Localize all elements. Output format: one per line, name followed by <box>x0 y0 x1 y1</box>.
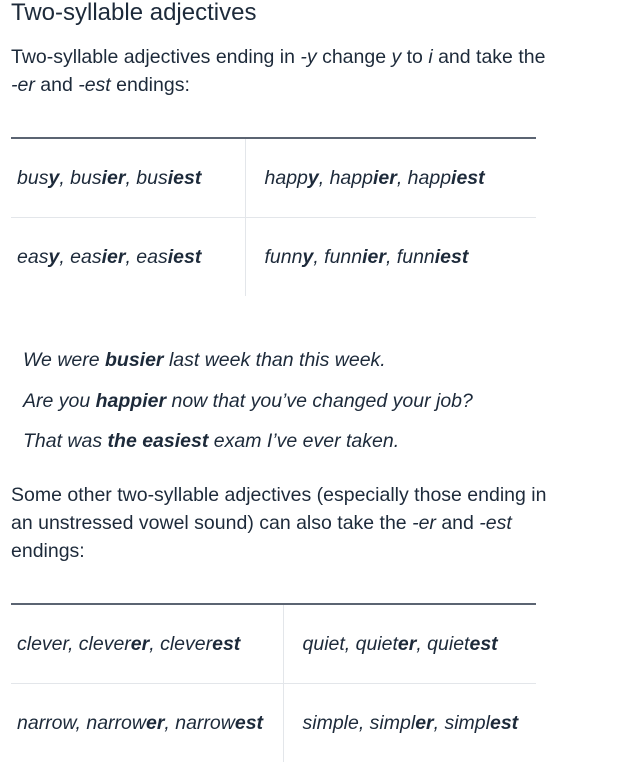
section-heading: Two-syllable adjectives <box>11 0 256 27</box>
table-cell: happy, happier, happiest <box>245 138 536 218</box>
table-cell: busy, busier, busiest <box>11 138 245 218</box>
ending-emphasis: est <box>235 712 263 734</box>
second-paragraph: Some other two-syllable adjectives (especially those ending in an unstressed vowel sound) can also take the -er and -est endings: <box>11 481 551 565</box>
example-sentences <box>23 345 473 467</box>
ending-emphasis: est <box>469 633 497 655</box>
ending-emphasis: er <box>398 633 416 655</box>
table-cell: funny, funnier, funniest <box>245 218 536 297</box>
table-cell: narrow, narrower, narrowest <box>11 684 283 762</box>
example-sentence: We were busier last week than this week. <box>23 345 473 386</box>
ending-emphasis: ier <box>102 246 126 268</box>
ending-emphasis: ier <box>373 167 397 189</box>
ending-emphasis: iest <box>168 167 202 189</box>
table-row <box>11 604 536 684</box>
ending-emphasis: iest <box>168 246 202 268</box>
table-row <box>11 218 536 297</box>
comparison-table-y-adjectives <box>11 137 536 296</box>
table-row <box>11 138 536 218</box>
intro-paragraph: Two-syllable adjectives ending in -y change y to i and take the -er and -est endings: <box>11 43 551 99</box>
ending-emphasis: er <box>131 633 149 655</box>
table-cell: quiet, quieter, quietest <box>283 604 536 684</box>
ending-emphasis: est <box>490 712 518 734</box>
ending-emphasis: er <box>146 712 164 734</box>
ending-emphasis: iest <box>451 167 485 189</box>
comparison-table-other-adjectives <box>11 603 536 762</box>
ending-emphasis: y <box>48 167 59 189</box>
table-cell: clever, cleverer, cleverest <box>11 604 283 684</box>
example-sentence: Are you happier now that you’ve changed your job? <box>23 386 473 427</box>
table-cell: easy, easier, easiest <box>11 218 245 297</box>
ending-emphasis: er <box>415 712 433 734</box>
table-row <box>11 684 536 762</box>
example-sentence: That was the easiest exam I’ve ever taken. <box>23 426 473 467</box>
ending-emphasis: est <box>212 633 240 655</box>
table-cell: simple, simpler, simplest <box>283 684 536 762</box>
ending-emphasis: ier <box>102 167 126 189</box>
ending-emphasis: y <box>308 167 319 189</box>
ending-emphasis: y <box>302 246 313 268</box>
ending-emphasis: ier <box>362 246 386 268</box>
ending-emphasis: iest <box>435 246 469 268</box>
ending-emphasis: y <box>48 246 59 268</box>
